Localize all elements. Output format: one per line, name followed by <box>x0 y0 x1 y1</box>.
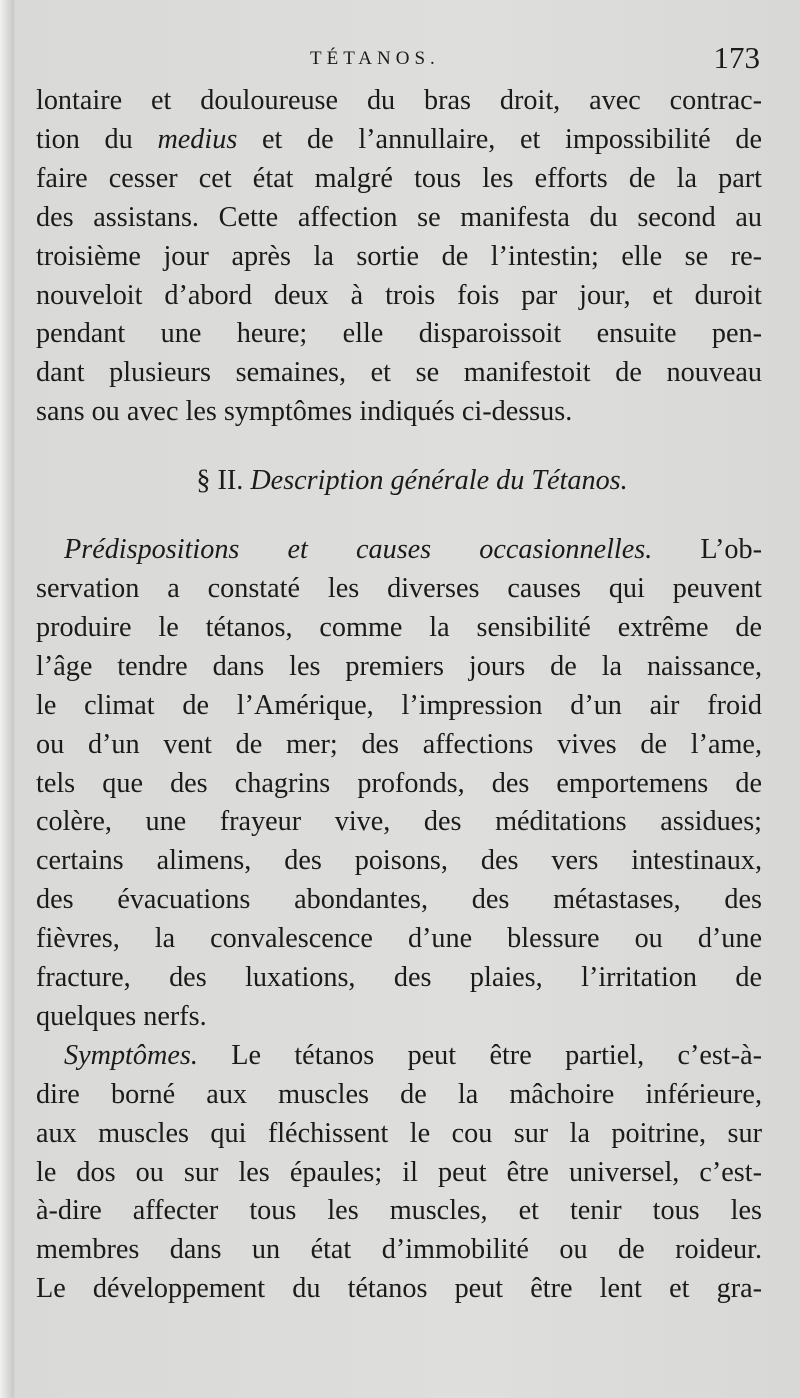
paragraph-heading: Prédispositions et causes occasionnelles. <box>64 534 653 566</box>
running-head <box>36 40 764 80</box>
text-line: dant plusieurs semaines, et se manifestoit de nouveau <box>36 357 762 389</box>
text-line: des évacuations abondantes, des métastases, des <box>36 884 762 916</box>
text-line: colère, une frayeur vive, des méditations assidues; <box>36 806 762 838</box>
text-run: et de l’annullaire, et impossibilité <box>237 123 736 155</box>
text-line <box>36 121 762 160</box>
text-line: fracture, des luxations, des plaies, l’irritation de <box>36 962 762 994</box>
paragraph-symptomes <box>36 1037 762 1309</box>
text-line: aux muscles qui fléchissent le cou sur la poitrine, sur <box>36 1117 762 1149</box>
text-run: Le tétanos peut être partiel, c’est-à- <box>197 1039 762 1071</box>
text-line: quelques nerfs. <box>36 1000 207 1032</box>
section-title: Description générale du Tétanos. <box>250 465 628 497</box>
text-line: le climat de l’Amérique, l’impression d’un air froid <box>36 689 762 721</box>
text-line: troisième jour après la sortie de l’intestin; elle se re- <box>36 240 762 272</box>
text-line: dire borné aux muscles de la mâchoire inférieure, <box>36 1078 762 1110</box>
text-run: tion du <box>36 123 158 155</box>
text-line: sans ou avec les symptômes indiqués ci-dessus. <box>36 396 573 428</box>
text-line: servation a constaté les diverses causes qui peuvent <box>36 572 762 604</box>
text-line <box>36 531 762 570</box>
text-line: nouveloit d’abord deux à trois fois par jour, et duroit <box>36 279 762 311</box>
text-line: fièvres, la convalescence d’une blessure ou d’une <box>36 923 762 955</box>
running-title: TÉTANOS. <box>310 48 440 69</box>
text-line: le dos ou sur les épaules; il peut être universel, c’est- <box>36 1156 762 1188</box>
text-line: ou d’un vent de mer; des affections vives de l’ame, <box>36 728 762 760</box>
paragraph-continuation <box>36 82 762 432</box>
text-run: L’ob- <box>652 534 763 566</box>
body-text <box>36 82 762 1309</box>
text-line: membres dans un état d’immobilité ou de roideur. <box>36 1234 762 1266</box>
text-line <box>36 1037 762 1076</box>
text-run: de <box>735 123 762 155</box>
text-line: Le développement du tétanos peut être lent et gra- <box>36 1273 762 1305</box>
text-line: produire le tétanos, comme la sensibilité extrême de <box>36 611 762 643</box>
text-line: l’âge tendre dans les premiers jours de la naissance, <box>36 650 762 682</box>
page-gutter <box>0 0 14 1398</box>
italic-term: medius <box>157 123 238 155</box>
page-number: 173 <box>713 40 760 75</box>
text-line: des assistans. Cette affection se manifesta du second au <box>36 201 762 233</box>
paragraph-heading: Symptômes. <box>64 1039 198 1071</box>
section-heading <box>36 462 762 501</box>
paragraph-predispositions <box>36 531 762 1037</box>
text-line: pendant une heure; elle disparoissoit ensuite pen- <box>36 318 762 350</box>
section-number: § II. <box>196 465 244 497</box>
text-line: certains alimens, des poisons, des vers intestinaux, <box>36 845 762 877</box>
text-line: faire cesser cet état malgré tous les efforts de la part <box>36 162 762 194</box>
text-line: lontaire et douloureuse du bras droit, avec contrac- <box>36 85 762 116</box>
text-line: à-dire affecter tous les muscles, et tenir tous les <box>36 1195 762 1227</box>
text-line: tels que des chagrins profonds, des emportemens de <box>36 767 762 799</box>
